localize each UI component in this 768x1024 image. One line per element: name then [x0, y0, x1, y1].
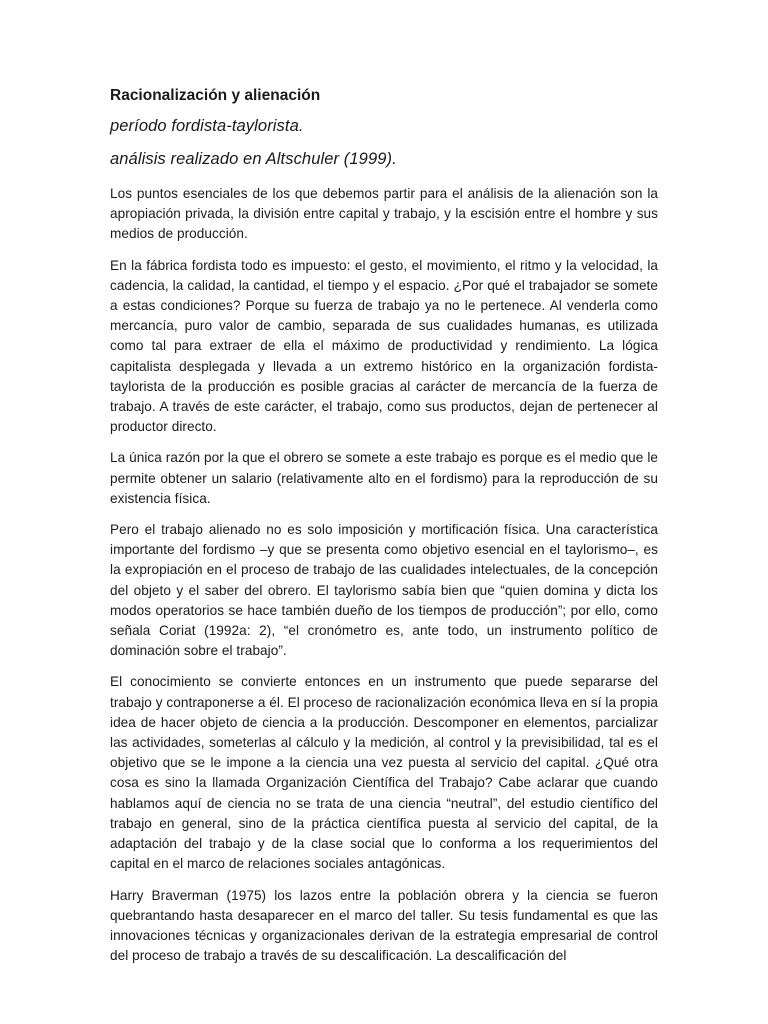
subtitle-period: período fordista-taylorista. — [110, 117, 304, 135]
paragraph-2: En la fábrica fordista todo es impuesto: el gesto, el movimiento, el ritmo y la velocidad, la cadencia, la calidad, la cantidad, el tiempo y el espacio. ¿Por qué el trabajador se somete a estas condiciones? Porque su fuerza de trabajo ya no le pertenece. Al venderla como mercancía, puro valor de cambio, separada de sus cualidades humanas, es utilizada como tal para extraer de ella el máximo de productividad y rendimiento. La lógica capitalista desplegada y llevada a un extremo histórico en la organización fordista-taylorista de la producción es posible gracias al carácter de mercancía de la fuerza de trabajo. A través de este carácter, el trabajo, como sus productos, dejan de pertenecer al productor directo. — [110, 257, 658, 435]
paragraph-3: La única razón por la que el obrero se somete a este trabajo es porque es el medio que le permite obtener un salario (relativamente alto en el fordismo) para la reproducción de su existencia física. — [110, 450, 658, 506]
paragraph-1: Los puntos esenciales de los que debemos partir para el análisis de la alienación son la apropiación privada, la división entre capital y trabajo, y la escisión entre el hombre y sus medios de producción. — [110, 186, 658, 242]
subtitle-analysis-source: análisis realizado en Altschuler (1999). — [110, 150, 397, 168]
paragraph-5: El conocimiento se convierte entonces en un instrumento que puede separarse del trabajo y contraponerse a él. El proceso de racionalización económica lleva en sí la propia idea de hacer objeto de ciencia a la producción. Descomponer en elementos, parcializar las actividades, someterlas al cálculo y la medición, al control y la previsibilidad, tal es el objetivo que se le impone a la ciencia una vez puesta al servicio del capital. ¿Qué otra cosa es sino la llamada Organización Científica del Trabajo? Cabe aclarar que cuando hablamos aquí de ciencia no se trata de una ciencia “neutral”, del estudio científico del trabajo en general, sino de la práctica científica puesta al servicio del capital, de la adaptación del trabajo y de la clase social que lo conforma a los requerimientos del capital en el marco de relaciones sociales antagónicas. — [110, 674, 658, 872]
paragraph-6: Harry Braverman (1975) los lazos entre la población obrera y la ciencia se fueron quebrantando hasta desaparecer en el marco del taller. Su tesis fundamental es que las innovaciones técnicas y organizacionales derivan de la estrategia empresarial de control del proceso de trabajo a través de su descalificación. La descalificación del — [110, 887, 658, 964]
document-title: Racionalización y alienación — [110, 87, 321, 104]
paragraph-4: Pero el trabajo alienado no es solo imposición y mortificación física. Una característica importante del fordismo –y que se presenta como objetivo esencial en el taylorismo–, es la expropiación en el proceso de trabajo de las cualidades intelectuales, de la concepción del objeto y el saber del obrero. El taylorismo sabía bien que “quien domina y dicta los modos operatorios se hace también dueño de los tiempos de producción”; por ello, como señala Coriat (1992a: 2), “el cronómetro es, ante todo, un instrumento político de dominación sobre el trabajo”. — [110, 522, 658, 659]
document-page — [110, 86, 658, 977]
